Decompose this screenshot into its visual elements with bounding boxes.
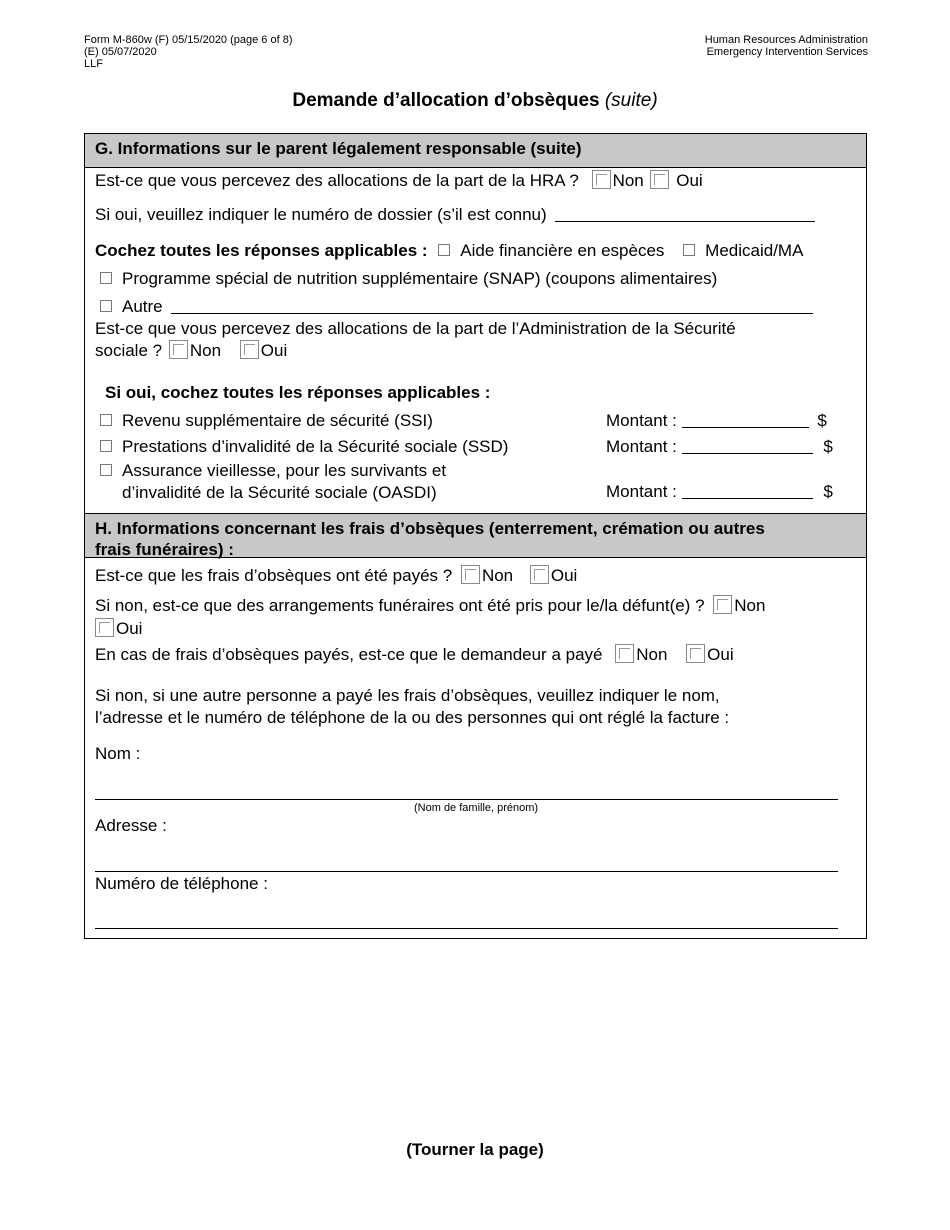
phone-label: Numéro de téléphone : bbox=[95, 874, 268, 893]
hra-question-label: Est-ce que vous percevez des allocations de la part de la HRA ? bbox=[95, 171, 579, 190]
ssa-yes-label: Oui bbox=[260, 341, 288, 360]
other-payer-row-2 bbox=[95, 707, 729, 729]
address-row bbox=[95, 815, 167, 837]
hra-question-row bbox=[95, 170, 703, 192]
name-row bbox=[95, 743, 140, 765]
other-label: Autre bbox=[122, 297, 163, 316]
ssa-no-checkbox[interactable] bbox=[169, 340, 188, 359]
name-hint: (Nom de famille, prénom) bbox=[414, 802, 539, 814]
applicant-no-label: Non bbox=[636, 645, 668, 664]
applicant-yes-checkbox[interactable] bbox=[686, 644, 705, 663]
arrangements-yes-checkbox[interactable] bbox=[95, 618, 114, 637]
section-g-heading bbox=[85, 134, 866, 168]
arrangements-no-label: Non bbox=[734, 596, 766, 615]
oasdi-label-2: d’invalidité de la Sécurité sociale (OASDI) bbox=[122, 483, 437, 502]
applicant-paid-label: En cas de frais d’obsèques payés, est-ce que le demandeur a payé bbox=[95, 645, 603, 664]
other-payer-label-2: l’adresse et le numéro de téléphone de la ou des personnes qui ont réglé la facture : bbox=[95, 708, 730, 727]
ssa-question-label: Est-ce que vous percevez des allocations de la part de l’Administration de la Sécurité bbox=[95, 319, 736, 338]
agency-division: Emergency Intervention Services bbox=[706, 46, 868, 58]
ssd-amount-label: Montant : bbox=[606, 437, 677, 456]
agency-name: Human Resources Administration bbox=[704, 34, 868, 46]
ssa-no-label: Non bbox=[189, 341, 222, 360]
arrangements-yes-label: Oui bbox=[116, 619, 143, 638]
cash-checkbox[interactable] bbox=[438, 244, 450, 256]
ssa-question-row-1 bbox=[95, 318, 736, 340]
arrangements-no-checkbox[interactable] bbox=[713, 595, 732, 614]
turn-page-note: (Tourner la page) bbox=[406, 1140, 544, 1159]
applicant-no-checkbox[interactable] bbox=[615, 644, 634, 663]
name-label: Nom : bbox=[95, 744, 141, 763]
ssi-currency: $ bbox=[817, 411, 827, 430]
medicaid-label: Medicaid/MA bbox=[705, 241, 804, 260]
other-checkbox[interactable] bbox=[100, 300, 112, 312]
oasdi-row-2 bbox=[122, 482, 437, 504]
ssa-yes-checkbox[interactable] bbox=[240, 340, 259, 359]
paid-yes-checkbox[interactable] bbox=[530, 565, 549, 584]
funeral-paid-label: Est-ce que les frais d’obsèques ont été payés ? bbox=[95, 566, 453, 585]
oasdi-row-1 bbox=[95, 460, 446, 482]
agency-block bbox=[705, 34, 868, 58]
address-field[interactable] bbox=[95, 871, 838, 872]
ssd-currency: $ bbox=[823, 437, 833, 456]
section-g-heading-text: G. Informations sur le parent légalement responsable (suite) bbox=[95, 139, 582, 158]
phone-row bbox=[95, 873, 268, 895]
oasdi-amount-row bbox=[606, 481, 833, 503]
ssa-question-row-2 bbox=[95, 340, 287, 362]
title-suffix: (suite) bbox=[604, 90, 658, 111]
check-all-label: Cochez toutes les réponses applicables : bbox=[95, 241, 428, 260]
medicaid-checkbox[interactable] bbox=[683, 244, 695, 256]
ssd-row bbox=[95, 436, 508, 458]
form-date-line: (E) 05/07/2020 bbox=[84, 46, 157, 58]
title-main: Demande d’allocation d’obsèques bbox=[292, 90, 600, 111]
ssi-row bbox=[95, 410, 433, 432]
address-label: Adresse : bbox=[95, 816, 167, 835]
snap-label: Programme spécial de nutrition supplémentaire (SNAP) (coupons alimentaires) bbox=[122, 269, 718, 288]
ssi-amount-field[interactable] bbox=[682, 411, 809, 428]
name-field[interactable] bbox=[95, 799, 838, 800]
form-number-line: Form M-860w (F) 05/15/2020 (page 6 of 8) bbox=[84, 34, 293, 46]
ssi-checkbox[interactable] bbox=[100, 414, 112, 426]
oasdi-checkbox[interactable] bbox=[100, 464, 112, 476]
arrangements-row bbox=[95, 595, 765, 617]
ssd-checkbox[interactable] bbox=[100, 440, 112, 452]
if-yes-row bbox=[105, 382, 490, 404]
funeral-paid-row bbox=[95, 565, 577, 587]
form-code-line: LLF bbox=[84, 58, 103, 70]
case-number-field[interactable] bbox=[555, 205, 815, 222]
ssi-amount-label: Montant : bbox=[606, 411, 677, 430]
section-h-heading-line-1: H. Informations concernant les frais d’obsèques (enterrement, crémation ou autres bbox=[95, 519, 765, 538]
hra-yes-label: Oui bbox=[676, 171, 703, 190]
cash-label: Aide financière en espèces bbox=[460, 241, 665, 260]
paid-no-label: Non bbox=[481, 566, 514, 585]
snap-row bbox=[95, 268, 717, 290]
section-h-heading bbox=[85, 513, 866, 558]
form-number-block bbox=[84, 34, 292, 70]
phone-field[interactable] bbox=[95, 928, 838, 929]
other-payer-row-1 bbox=[95, 685, 720, 707]
hra-no-label: Non bbox=[612, 171, 644, 190]
oasdi-amount-label: Montant : bbox=[606, 482, 677, 501]
applicant-yes-label: Oui bbox=[707, 645, 734, 664]
applicant-paid-row bbox=[95, 644, 734, 666]
form-box bbox=[84, 133, 867, 939]
arrangements-row-2 bbox=[95, 618, 142, 640]
oasdi-amount-field[interactable] bbox=[682, 482, 813, 499]
paid-no-checkbox[interactable] bbox=[461, 565, 480, 584]
ssi-amount-row bbox=[606, 410, 827, 432]
oasdi-label: Assurance vieillesse, pour les survivants et bbox=[122, 461, 447, 480]
section-h-heading-line-2: frais funéraires) : bbox=[95, 540, 234, 559]
ssd-amount-row bbox=[606, 436, 833, 458]
ssd-label: Prestations d’invalidité de la Sécurité sociale (SSD) bbox=[122, 437, 509, 456]
ssd-amount-field[interactable] bbox=[682, 437, 813, 454]
case-number-row bbox=[95, 204, 815, 226]
oasdi-currency: $ bbox=[823, 482, 833, 501]
benefits-row bbox=[95, 240, 803, 262]
snap-checkbox[interactable] bbox=[100, 272, 112, 284]
hra-no-checkbox[interactable] bbox=[592, 170, 611, 189]
arrangements-label: Si non, est-ce que des arrangements funéraires ont été pris pour le/la défunt(e) ? bbox=[95, 596, 705, 615]
other-field[interactable] bbox=[171, 297, 813, 314]
ssi-label: Revenu supplémentaire de sécurité (SSI) bbox=[122, 411, 433, 430]
case-number-label: Si oui, veuillez indiquer le numéro de dossier (s’il est connu) bbox=[95, 205, 547, 224]
other-row bbox=[95, 296, 813, 318]
ssa-question-label-2: sociale ? bbox=[95, 341, 163, 360]
other-payer-label: Si non, si une autre personne a payé les frais d’obsèques, veuillez indiquer le nom, bbox=[95, 686, 720, 705]
hra-yes-checkbox[interactable] bbox=[650, 170, 669, 189]
if-yes-label: Si oui, cochez toutes les réponses applicables : bbox=[105, 383, 491, 402]
page-title bbox=[0, 90, 950, 112]
paid-yes-label: Oui bbox=[550, 566, 578, 585]
